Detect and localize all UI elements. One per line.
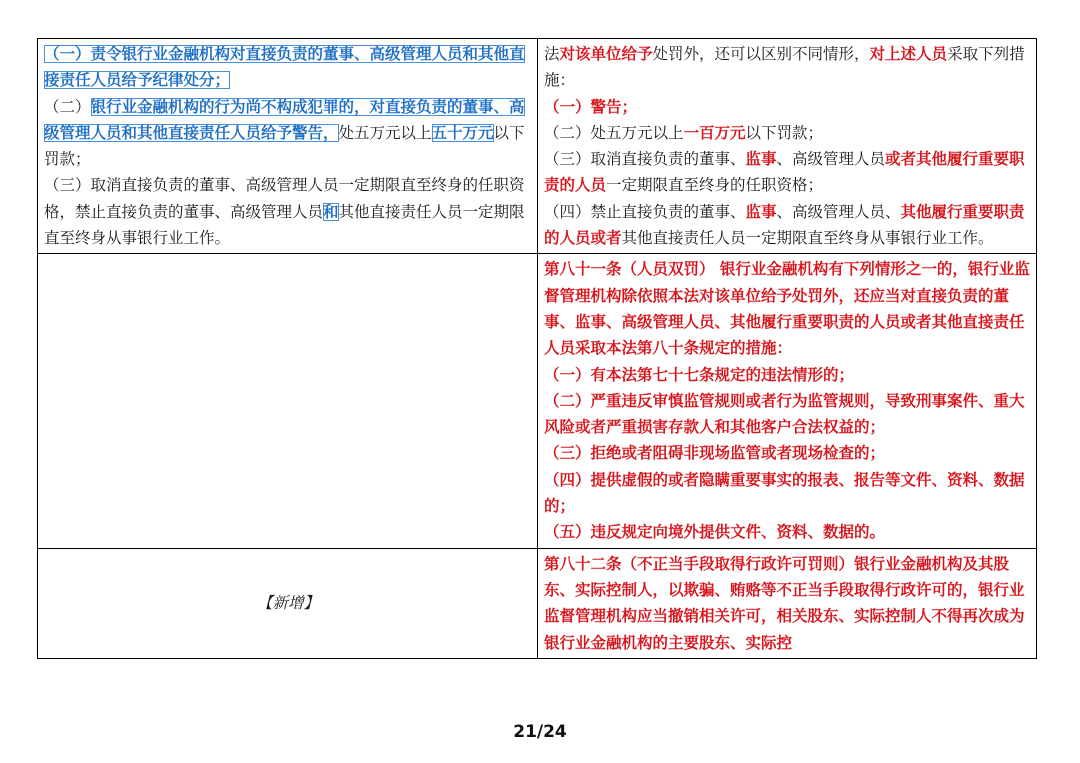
article-82-cell: 第八十二条（不正当手段取得行政许可罚则）银行业金融机构及其股东、实际控制人，以欺骗、贿赂等不正当手段取得行政许可的，银行业监督管理机构应当撤销相关许可，相关股东、实际控制人不得再次成为银行业金融机构的主要股东、实际控 [538, 548, 1037, 658]
old-clause-3: （三）取消直接负责的董事、高级管理人员一定期限直至终身的任职资格，禁止直接负责的董事、高级管理人员和其他直接责任人员一定期限直至终身从事银行业工作。 [44, 176, 525, 248]
article-81-item-4: （四）提供虚假的或者隐瞒重要事实的报表、报告等文件、资料、数据的； [544, 470, 1025, 516]
new-addition-label: 【新增】 [38, 548, 538, 658]
old-clause-2: （二）银行业金融机构的行为尚不构成犯罪的，对直接负责的董事、高级管理人员和其他直接责任人员给予警告，处五万元以上五十万元以下罚款； [44, 97, 525, 169]
article-81-cell [538, 254, 1037, 548]
article-81-item-2: （二）严重违反审慎监管规则或者行为监管规则，导致刑事案件、重大风险或者严重损害存款人和其他客户合法权益的； [544, 391, 1025, 437]
article-81-item-5: （五）违反规定向境外提供文件、资料、数据的。 [544, 523, 886, 542]
old-text-cell-empty [38, 254, 538, 548]
new-text-cell [538, 39, 1037, 254]
article-81-item-3: （三）拒绝或者阻碍非现场监管或者现场检查的； [544, 444, 886, 463]
article-81-intro: 第八十一条（人员双罚） 银行业金融机构有下列情形之一的，银行业监督管理机构除依照本法对该单位给予处罚外，还应当对直接负责的董事、监事、高级管理人员、其他履行重要职责的人员或者其他直接责任人员采取本法第八十条规定的措施： [544, 260, 1030, 358]
page-number: 21/24 [513, 722, 567, 742]
table-row [38, 39, 1037, 254]
comparison-table [37, 38, 1037, 659]
table-row [38, 254, 1037, 548]
article-81-item-1: （一）有本法第七十七条规定的违法情形的； [544, 365, 855, 384]
new-item-1: （一）警告； [544, 97, 638, 116]
new-clause-intro: 法对该单位给予处罚外，还可以区别不同情形，对上述人员采取下列措施： [544, 45, 1025, 90]
table-row [38, 548, 1037, 658]
new-item-2: （二）处五万元以上一百万元以下罚款； [544, 123, 824, 142]
old-text-cell [38, 39, 538, 254]
new-item-4: （四）禁止直接负责的董事、监事、高级管理人员、其他履行重要职责的人员或者其他直接责任人员一定期限直至终身从事银行业工作。 [544, 202, 1025, 248]
new-item-3: （三）取消直接负责的董事、监事、高级管理人员或者其他履行重要职责的人员一定期限直至终身的任职资格； [544, 150, 1025, 195]
old-clause-1: （一）责令银行业金融机构对直接负责的董事、高级管理人员和其他直接责任人员给予纪律处分； [44, 45, 525, 90]
